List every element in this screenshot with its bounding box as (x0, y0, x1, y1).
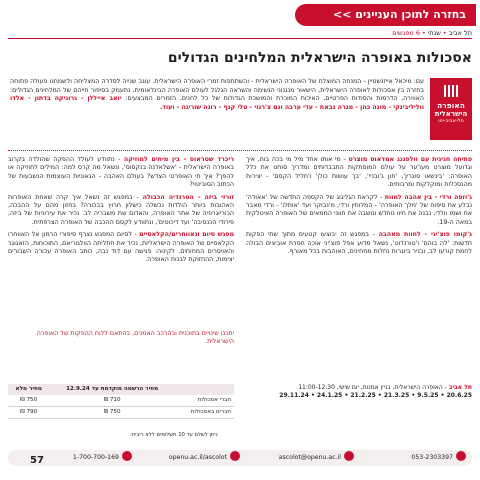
session-heading: ג'קומו פוצ'יני - לחוות מאהבה (378, 231, 472, 239)
intro-paragraph (10, 78, 424, 112)
table-row (8, 407, 234, 419)
session-body: - במפגש זה נשאל איך קרה שאחת האופרות האהובות ביותר הולדות נכשלה כישלון חרוץ בבכורה? בחזון מהם על ההבכה, הכוריוגרפיה של אתר האופרה, והאדום שת משבריה לב. נכיר את עירוניות של ביזה, פירודי הכנסיבה' ועד דיכוטים', ונתוודע לקסם ההכבה של האופרה הצרפתית. (8, 193, 234, 226)
row-label: חברים באסכולות (175, 407, 234, 419)
footer-email[interactable] (279, 450, 354, 466)
session-body: - במפגש זה יבוצעו קטעים מתוך שתי הפקות חדשות: 'לה בוהם' ו'טורנדוט', נשאל מדוע אפל פוצ'יני אוכה חסרת אוביצים הבולה לחמת קורעו לב, ובניר ביוגרות נחלות מחחינים, האוהבות בכל מאורף. (246, 231, 472, 256)
logo-line-3: תל-אביב-יפו (438, 118, 464, 124)
installments-note: ניתן לשלם עד 10 תשלומים ללא ריבית. (130, 432, 218, 438)
session-body: - לקראת הגליגוג של הקספה החדשה של 'אאודה' נבלע את סיפוח של 'מלך האופרה' - המלוחין ורדי, מ'נבוקו' ועד 'אותלו' - ורדי מאבר את ושמו וולדי, נבנה את חיוו נוחדש ונושבה את תווני הממאים של האופרה האיטלקית במאה ה-19. (246, 193, 472, 226)
session-item (8, 231, 234, 265)
page-title: אסכולות באופרה הישראלית המלחינים הגדולים (167, 50, 472, 66)
header-empty (175, 384, 234, 395)
globe-icon (230, 451, 240, 461)
venue-city: תל אביב (448, 384, 472, 391)
page-number: 57 (30, 455, 44, 466)
artists-list: יואב אייללן - גרוגיקה בדתון - אלדו ווליליבינקי - מונה כהן - מגרה נבאת - עדי ערבה וגם צ'רנוי - טלי קנף - רונה שוריגה - ועוד. (10, 95, 424, 111)
column-left (8, 156, 234, 269)
phone-number: 053-2303397 (411, 454, 453, 461)
header-full-price: מחיר מלא (8, 384, 49, 395)
email-address: ascolot@openu.ac.il (278, 454, 341, 461)
israeli-opera-logo (430, 78, 472, 140)
breadcrumb-city: תל אביב (448, 29, 472, 37)
session-body: - לסיום המפגש נצרף סיפורי הרמון אל האווחרו הקלאסיים של האופרה הישראליות, נכיר את חתליתה הוולגוריאם, התוכוחות, הזאגוגר והאויסרים המחוחים. לקינוה: פגישה עם דוד נבה, כותב האופרה עכורה השבורים יצימות, ההחזוקת לבנות האופרה. (8, 231, 234, 264)
venue-details: - האופרה הישראלית, בניין אמנות, יום שישי, 11:00-12:30 (298, 384, 449, 391)
session-dates: 20.6.25 • 9.5.25 • 21.3.25 • 21.2.25 • 24.1.25 • 29.11.24 (279, 392, 472, 400)
early-price: 710 ₪ (49, 395, 174, 407)
column-right (246, 156, 472, 260)
session-heading: ריכרד שטראוס - בין מיתים למוזיקה (123, 156, 234, 163)
phone-icon (456, 451, 466, 461)
breadcrumb (392, 29, 472, 37)
logo-line-2: הישראלית (434, 110, 468, 118)
session-heading: פתיחה חגיגית עם וולפגנג אמדאוס מוצרט (348, 156, 472, 163)
session-body: - נתוודע לעולד ההפקה שהולדה בקרוב באופרה הישראלית - 'אשלאדנה בנקסוס', ונשאל מה קרס למה: המילים לחוזיקה או להפך? איך חי האופרטי הצדש? בעולם האהבה - הגאוניות העוצמות הנשבעות של הכתוב הסוביטוי? (8, 156, 234, 189)
opera-logo-icon (443, 84, 459, 98)
breadcrumb-meetings: 6 מפגשים (392, 29, 421, 37)
session-heading: מפגש סיום וגאווחרים/הקלאסיים (139, 231, 234, 239)
artists-label: הזמרים המבצעים: (125, 95, 177, 103)
separator: • (442, 29, 447, 37)
contact-footer (8, 450, 472, 466)
price-table-header (8, 384, 234, 395)
footer-website[interactable] (169, 450, 240, 466)
header-early-price: מחיר הרשמה מוקדמת עד 12.9.24 (49, 384, 174, 395)
website-url: openu.ac.il/ascolot (168, 454, 227, 461)
session-item (8, 156, 234, 190)
session-body: - מי אותו אחד מיל מי בכה בוח, איך וגדועל מוצרט מערער על עולם המוסתקות התבבדותים ומדריך סוחט את כלל האופרה: 'בינשאו סוגרין', 'חון ג'ובניי', 'בך עושות כולן' ו'חליל הקסם' - יצירות מהנסכלות ומוקלקות ומרבותים. (246, 156, 472, 189)
schedule-disclaimer: יתכנו שינויים בתוכנית ובהרכב האמנים, בהתאם ללוח ההפקות של האופרה הישראלית. (36, 330, 234, 346)
tel-number: 1-700-700-169 (72, 454, 119, 461)
telephone-icon (122, 451, 132, 461)
separator: • (422, 29, 426, 37)
header-divider (8, 38, 472, 39)
table-row (8, 395, 234, 407)
session-heading: זורזי ביזה - הטרגדיה הכבולה (142, 193, 234, 201)
session-item (246, 194, 472, 228)
session-item (246, 156, 472, 190)
full-price: 790 ₪ (8, 407, 49, 419)
price-table (8, 384, 234, 419)
row-label: חברי אסכולות (175, 395, 234, 407)
section-divider (8, 150, 472, 151)
breadcrumb-day: שנתי (427, 29, 441, 37)
session-item (8, 194, 234, 228)
full-price: 750 ₪ (8, 395, 49, 407)
session-item (246, 231, 472, 256)
footer-tel[interactable] (73, 450, 132, 466)
intro-text: עם: מיכאל אייזנשטיין - המנחה המוצלח של האופרה הישראלית - והשתתפות זמרי האופרה הישראלית. עוגב שנייה לסדרה המצליחה ולשמחנו פעולה פתוחה בחזרה בין אסכולות לאופרה הישראלית, הישאור מנגנוני הנשימה והשראה הגלגל לעולם האופרה הבינלאומית, נתעמק בסיפור חייהם של המלחינים הגדולים: האווירה, הדרמות והסודות הפרטיים, האיכות המוכרת והמושכת הגדולות של כל לחנים. (10, 78, 424, 103)
venue-info (246, 384, 472, 401)
logo-line-1: האופרה (437, 101, 465, 110)
email-icon (344, 451, 354, 461)
footer-phone[interactable] (411, 450, 466, 466)
back-to-contents-link[interactable]: בחזרה לתוכן העניינים >> (295, 4, 476, 26)
early-price: 750 ₪ (49, 407, 174, 419)
session-heading: ג'וזפה ורדי - בין אהבה למוות (384, 193, 472, 201)
